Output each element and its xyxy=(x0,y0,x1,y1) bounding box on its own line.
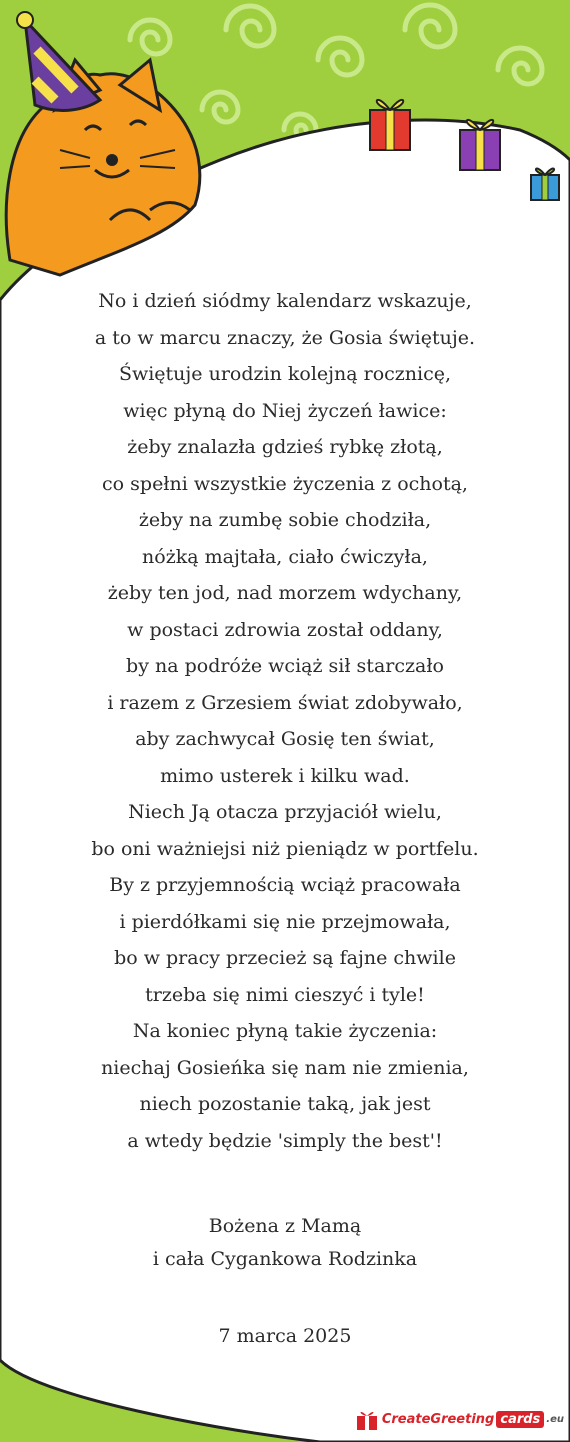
poem-line: więc płyną do Niej życzeń ławice: xyxy=(123,399,447,422)
poem-line: w postaci zdrowia został oddany, xyxy=(127,618,443,641)
poem-line: żeby znalazła gdzieś rybkę złotą, xyxy=(127,436,443,458)
poem-line: żeby ten jod, nad morzem wdychany, xyxy=(107,582,463,604)
signature-line-2: i cała Cygankowa Rodzinka xyxy=(152,1248,418,1270)
poem-line: Niech Ją otacza przyjaciół wielu, xyxy=(128,801,442,823)
poem-line: a to w marcu znaczy, że Gosia świętuje. xyxy=(94,326,476,349)
poem-line: niech pozostanie taką, jak jest xyxy=(139,1093,431,1115)
brand-part-2: cards xyxy=(496,1411,544,1428)
poem-line: by na podróże wciąż sił starczało xyxy=(126,655,444,677)
poem-line: Na koniec płyną takie życzenia: xyxy=(132,1020,438,1042)
gift-icon xyxy=(354,1406,380,1432)
gift-icon xyxy=(360,90,420,160)
gift-icon xyxy=(523,160,568,205)
poem-line: By z przyjemnością wciąż pracowała xyxy=(109,874,461,896)
gift-icon xyxy=(450,110,510,180)
poem-line: bo oni ważniejsi niż pieniądz w portfelu. xyxy=(91,837,479,860)
poem-line: co spełni wszystkie życzenia z ochotą, xyxy=(102,472,468,495)
poem-line: niechaj Gosieńka się nam nie zmienia, xyxy=(101,1056,469,1079)
date: 7 marca 2025 xyxy=(218,1325,352,1347)
poem-line: aby zachwycał Gosię ten świat, xyxy=(135,728,435,750)
poem-line: nóżką majtała, ciało ćwiczyła, xyxy=(142,545,428,568)
poem-line: i pierdółkami się nie przejmowała, xyxy=(119,910,451,933)
poem-line: No i dzień siódmy kalendarz wskazuje, xyxy=(98,290,472,312)
poem-line: mimo usterek i kilku wad. xyxy=(160,764,410,787)
poem-line: a wtedy będzie 'simply the best'! xyxy=(127,1129,443,1152)
poem-line: żeby na zumbę sobie chodziła, xyxy=(138,509,432,531)
poem xyxy=(40,283,530,1159)
poem-line: bo w pracy przecież są fajne chwile xyxy=(114,947,456,969)
brand-logo-link[interactable] xyxy=(354,1404,564,1434)
signature xyxy=(40,1210,530,1276)
signature-line-1: Bożena z Mamą xyxy=(208,1215,362,1237)
poem-line: Świętuje urodzin kolejną rocznicę, xyxy=(118,363,452,385)
party-hat-icon xyxy=(5,10,115,120)
brand-part-3: .eu xyxy=(546,1413,564,1425)
brand-part-1: CreateGreeting xyxy=(381,1411,495,1427)
poem-line: i razem z Grzesiem świat zdobywało, xyxy=(107,691,463,714)
poem-line: trzeba się nimi cieszyć i tyle! xyxy=(145,983,425,1006)
